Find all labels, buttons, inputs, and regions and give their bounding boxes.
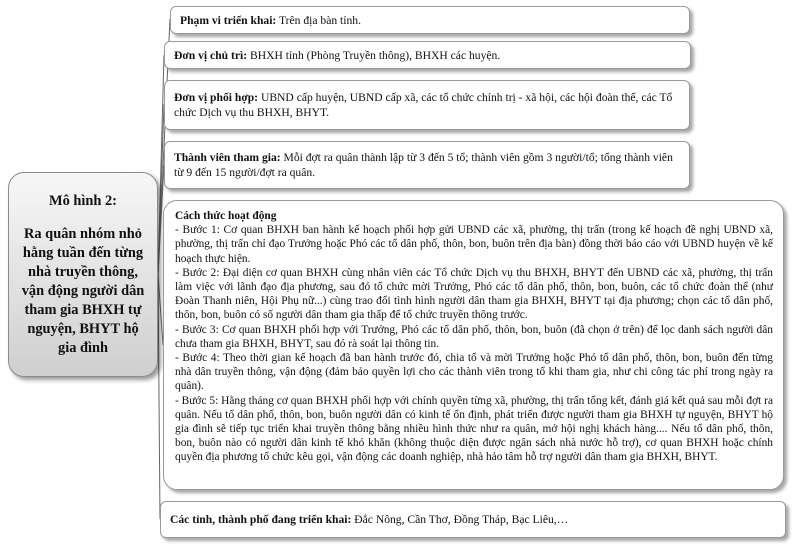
deployed-provinces-text: Đắc Nông, Cần Thơ, Đồng Tháp, Bạc Liêu,…	[351, 513, 569, 526]
partner-unit-text: UBND cấp huyện, UBND cấp xã, các tổ chức chính trị - xã hội, các hội đoàn thể, các Tổ chức Dịch vụ thu BHXH, BHYT.	[174, 91, 673, 119]
main-model-description: Ra quân nhóm nhỏ hằng tuần đến từng nhà truyền thông, vận động người dân tham gia BHXH tự nguyện, BHYT hộ gia đình	[21, 225, 145, 356]
host-unit-label: Đơn vị chủ trì:	[174, 48, 248, 62]
operation-step-1: - Bước 1: Cơ quan BHXH ban hành kế hoạch phối hợp gửi UBND các xã, phường, thị trấn (trong kế hoạch đề nghị UBND xã, phường, thị trấn chỉ đạo Trưởng hoặc Phó các tổ dân phố, thôn, bon, buôn trên địa bàn) đồng thời báo cáo với UBND huyện về kế hoạch thực hiện.	[175, 224, 773, 265]
operation-step-2: - Bước 2: Đại diện cơ quan BHXH cùng nhân viên các Tổ chức Dịch vụ thu BHXH, BHYT đến UBND các xã, phường, thị trấn làm việc với lãnh đạo địa phương, sau đó tổ chức mời Trưởng, Phó các tổ dân phố, thôn, bon, buôn, các tổ chức đoàn thể (như Đoàn Thanh niên, Hội Phụ nữ...) cùng trao đổi tình hình người dân tham gia BHXH, BHYT tại địa phương; chọn các tổ dân phố, thôn, bon, buôn có số người dân tham gia thấp để tổ chức truyền thông trước.	[175, 266, 773, 322]
scope-box	[170, 6, 690, 34]
operation-method-box	[163, 200, 784, 490]
operation-method-title: Cách thức hoạt động	[175, 210, 277, 222]
operation-step-5: - Bước 5: Hằng tháng cơ quan BHXH phối hợp với chính quyền từng xã, phường, thị trấn tổng kết, đánh giá kết quả sau mỗi đợt ra quân. Nếu tổ dân phố, thôn, bon, buôn người dân có kinh tế ổn định, phát triển được người tham gia BHXH tự nguyện, BHYT hộ gia đình sẽ tiếp tục triển khai truyền thông bằng nhiều hình thức như ra quân, mở hội nghị khách hàng.... Nếu tổ dân phố, thôn, bon, buôn nào có người dân kinh tế khó khăn (không thuộc diện được ngân sách nhà nước hỗ trợ), cơ quan BHXH hoặc chính quyền địa phương tổ chức kêu gọi, vận động các doanh nghiệp, nhà hảo tâm hỗ trợ người dân tham gia BHXH, BHYT.	[175, 394, 773, 464]
connector-line	[158, 274, 160, 519]
host-unit-text: BHXH tỉnh (Phòng Truyền thông), BHXH các huyện.	[247, 48, 501, 62]
deployed-provinces-box	[160, 501, 786, 538]
partner-unit-box	[164, 80, 690, 130]
members-label: Thành viên tham gia:	[174, 151, 281, 164]
deployed-provinces-label: Các tỉnh, thành phố đang triển khai:	[170, 513, 352, 526]
main-model-box	[8, 172, 158, 377]
main-model-title: Mô hình 2:	[49, 192, 117, 209]
partner-unit-label: Đơn vị phối hợp:	[174, 91, 259, 104]
host-unit-box	[164, 41, 691, 69]
members-box	[164, 141, 690, 189]
members-text: Mỗi đợt ra quân thành lập từ 3 đến 5 tổ; thành viên gồm 3 người/tổ; tổng thành viên từ 9 đến 15 người/đợt ra quân.	[174, 151, 673, 179]
scope-label: Phạm vi triển khai:	[180, 13, 277, 27]
operation-step-3: - Bước 3: Cơ quan BHXH phối hợp với Trưởng, Phó các tổ dân phố, thôn, bon, buôn (đã chọn ở trên) để lọc danh sách người dân chưa tham gia BHXH, BHYT, sau đó rà soát lại thông tin.	[175, 323, 773, 350]
operation-step-4: - Bước 4: Theo thời gian kế hoạch đã ban hành trước đó, chia tổ và mời Trưởng hoặc Phó tổ dân phố, thôn, bon, buôn đến từng nhà dân truyền thông, vận động (đảm bảo quyền lợi cho các thành viên trong tổ khi tham gia, như chi công tác phí trong ngày ra quân).	[175, 352, 773, 393]
scope-text: Trên địa bàn tỉnh.	[276, 13, 361, 27]
